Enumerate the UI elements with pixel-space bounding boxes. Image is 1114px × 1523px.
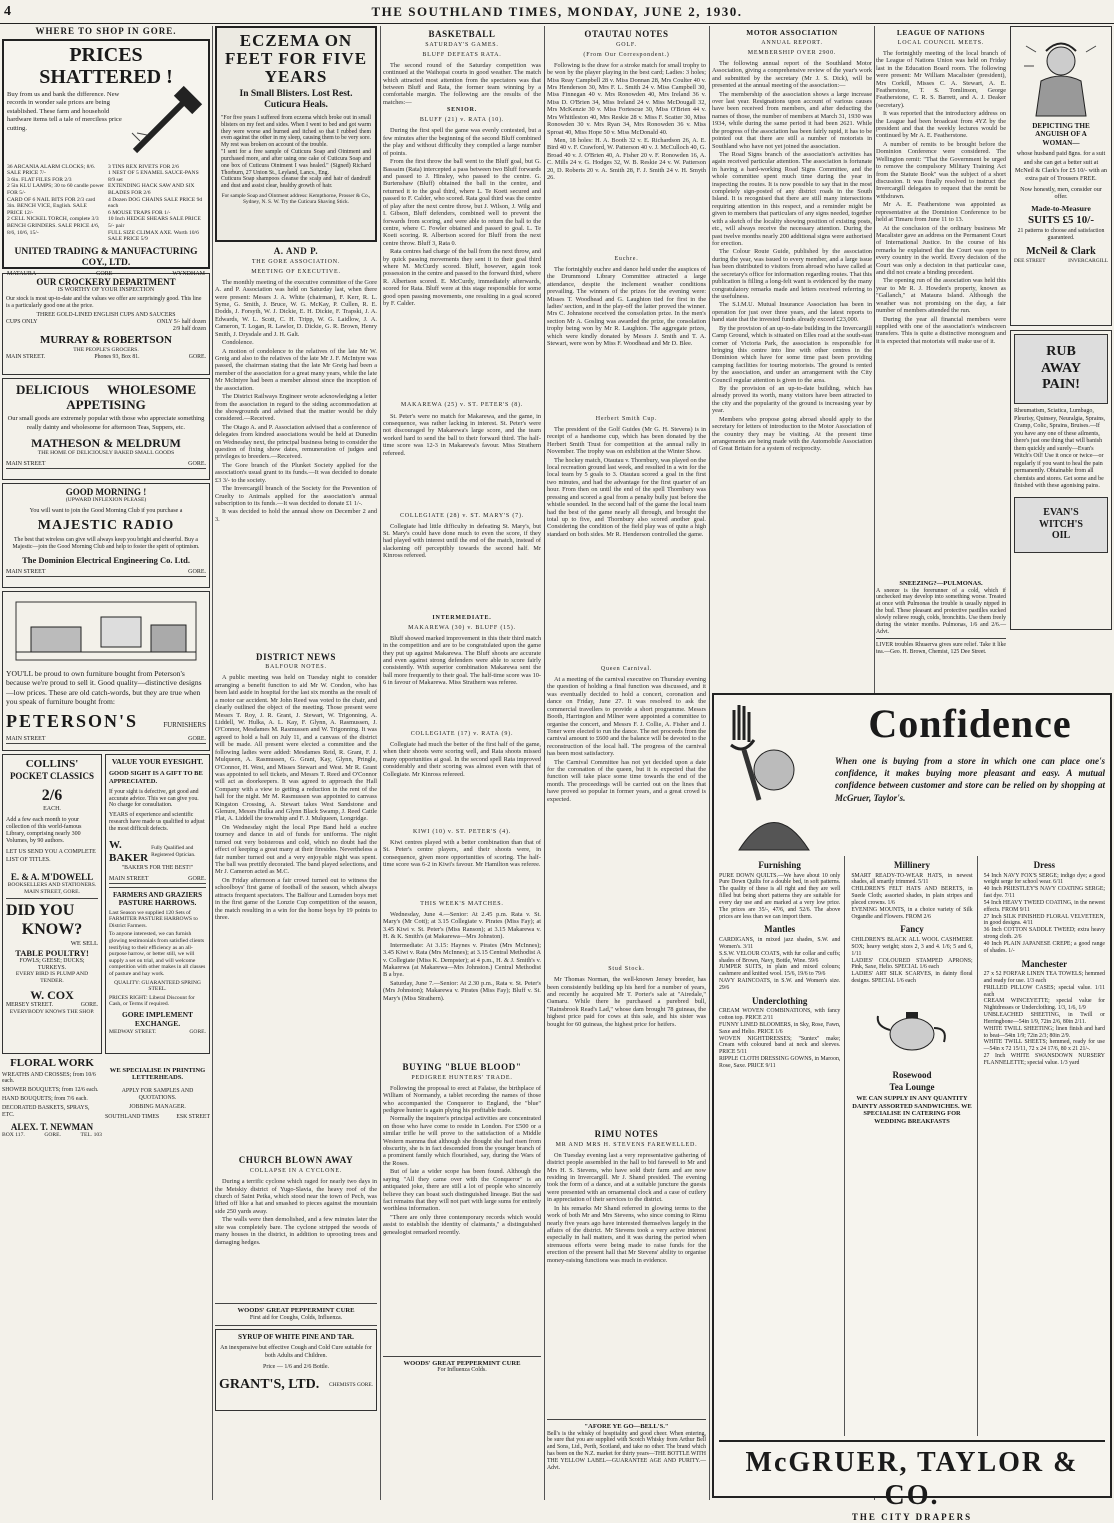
woods-heading: WOODS' GREAT PEPPERMINT CURE bbox=[403, 1359, 521, 1367]
mcneil-clark-ad bbox=[1010, 26, 1112, 326]
mcgruer-tag: THE CITY DRAPERS bbox=[851, 1512, 973, 1523]
district-sub: BALFOUR NOTES. bbox=[265, 664, 327, 671]
united-item: 2 5in KLU LAMPS; 30 to 60 candle power FOR 5/- bbox=[7, 183, 104, 196]
sneezing-body: A sneeze is the forerunner of a cold, which if unchecked may develop into something worse. Treated at once with Pulmonas the trouble is usually nipped in the bud. These pleasant and protective pastilles sucked slowly relieve rough, colds, bronchitis. Use them freely during the winter months. Pulmonas, 1/6 and 2/6.—Advt. bbox=[876, 587, 1006, 635]
suits-price: SUITS £5 10/- bbox=[1027, 213, 1095, 226]
anguish-heading: ANGUISH OF A bbox=[1035, 130, 1087, 139]
baker-body3: YEARS of experience and scientific research have made us qualified to adjust the most difficult defects. bbox=[109, 812, 205, 832]
kiwi-report: Kiwi centres played with a better combination than that of St. Peter's centre players, and their shoots were, in consequence, given more opportunities of scoring. The half-time score was 6-2 in Kiwi's favour. Mr Hamilton was referee. bbox=[383, 838, 541, 869]
carnival-heading: Queen Carnival. bbox=[600, 665, 653, 672]
witchs-word: WITCH'S bbox=[1039, 518, 1083, 530]
confidence-body: When one is buying from a store in which one can place one's confidence, it makes buying more pleasant and easy. A mutual confidence between customer and store can be relied on by shopping at McGruer, Taylor's. bbox=[835, 756, 1105, 803]
baker-name: W. BAKER bbox=[109, 838, 149, 864]
farmers-heading: FARMERS AND GRAZIERS bbox=[113, 890, 202, 899]
column-5 bbox=[712, 26, 872, 691]
column-rule bbox=[380, 26, 381, 1500]
baker-slogan: "BAKER'S FOR THE BEST!" bbox=[121, 864, 194, 871]
underclothing-heading: Underclothing bbox=[751, 995, 808, 1006]
manchester-heading: Manchester bbox=[1021, 958, 1068, 969]
implement-quality: QUALITY: GUARANTEED SPRING STEEL. bbox=[114, 979, 201, 993]
united-company: UNITED TRADING & MANUFACTURING COY., LTD. bbox=[14, 246, 198, 268]
score-heading: MAKAREWA (30) v. BLUFF (15). bbox=[408, 624, 516, 631]
living-room-illustration-icon bbox=[6, 595, 206, 667]
matheson-body: Our small goods are extremely popular with those who appreciate something really dainty and wholesome for afternoon Teas, Suppers, etc. bbox=[7, 415, 205, 431]
united-item: 6 MOUSE TRAPS FOR 1/- bbox=[108, 209, 171, 216]
furnishing-body: PURE DOWN QUILTS.—We have about 10 only Pure Down Quilts for a double bed, in soft patterns. The quality of these is all right and they are well filled but being short patterns they are suitable for every day use and are marked at a very low price. The prices are 35/-, 47/6, and 52/6. The above prices are less than we can import them. bbox=[719, 872, 841, 920]
mcneil-patterns: 21 patterns to choose and satisfaction guaranteed. bbox=[1017, 228, 1105, 242]
hammer-illustration-icon bbox=[125, 91, 205, 161]
appetising-word: APPETISING bbox=[66, 396, 146, 412]
evans-body: Rheumatism, Sciatica, Lumbago, Pleurisy, Quinsey, Neuralgia, Sprains, Cramp, Colic, Sprains, Bruises.—If you have any one of these ailments, there's just one thing that will banish them quickly and surely—Evan's Witch's Oil! Use it once or twice—or regularly if you want to heal the pain permanently. Obtainable from all chemists and stores. Get some and be finished with these agonising pains. bbox=[1014, 408, 1106, 489]
gore-banner: WHERE TO SHOP IN GORE. bbox=[35, 26, 177, 36]
murray-tag: THE PEOPLE'S GROCERS. bbox=[73, 347, 139, 354]
league-article: The fortnightly meeting of the local branch of the League of Nations Union was held on Friday last in the Education Board room. The following were present: Mr William Macalister (president), Mrs Corkill, Misses C. A. Stewart, A. E. Featherstone, T. S. Tomlinson, George Featherstone, C. R. S. Barrett, and A. J. Deaker (secretary). It was reported that the introductory address on the League had been broadcast from 4YZ by the president and that the weekly lectures would be continued by Mr A. E. Featherstone. A number of remits to be brought before the Dominion Conference were considered. The Wellington remit: "That the Government be urged to remove the compulsory Military Training Act from the Statute Book" was the subject of a short discussion. It was finally resolved to instruct the Invercargill delegates to request that the remit be withdrawn. Mr A. E. Featherstone was appointed as representative at the Dominion Conference to be held at Timaru from June 11 to 13. At the conclusion of the ordinary business Mr Macalister gave an address on the Permanent Court of International Justice. In the course of his remarks he explained that the Court was open to every country in the world. Every decision of the Court was only a decision in that particular case, and did not create a binding precedent. The opening run of the association was held this year to Mr R. J. Howden's property, known as "Gallanch," at Mataura Island. Although the weather was not promising on the day, a fair number of members attended the run. During the year all financial members were supplied with one of the association's windscreen transfers. This is quite a distinctive monogram and it is expected that motorists will make use of it. bbox=[876, 49, 1006, 345]
column-2 bbox=[215, 26, 377, 1500]
united-intro: Buy from us and bank the difference. New records in wonder sale prices are being established. These farm and household hardware items tell a tale of merciless price cutting. bbox=[7, 90, 122, 132]
blueblood-heading: BUYING "BLUE BLOOD" bbox=[402, 1062, 522, 1072]
united-item: EXTENDING HACK SAW AND SIX BLADES FOR 2/6 bbox=[108, 183, 195, 196]
implement-body: Last Season we supplied 120 Sets of FARMITER PASTURE HARROWS to District Farmers. bbox=[109, 909, 198, 929]
collegiate-rata-report: Collegiate had much the better of the first half of the game, when their shoots were scoring well, and Rata shoots missed many opportunities at goal. In the second spell Rata improved considerably and their scoring was almost even with that of Collegiate. Mr Kinross refereed. bbox=[383, 740, 541, 778]
cox-tail: EVERY BIRD IS PLUMP AND TENDER. bbox=[15, 971, 89, 985]
cyclone-heading: CHURCH BLOWN AWAY bbox=[238, 1155, 354, 1166]
murray-name: MURRAY & ROBERTSON bbox=[39, 334, 173, 347]
newman-tel: TEL. 103 bbox=[80, 1132, 102, 1139]
woman-heading: WOMAN— bbox=[1042, 138, 1080, 147]
crockery-sub: IS WORTHY OF YOUR INSPECTION bbox=[57, 287, 155, 294]
mcneil-body: whose husband paid 8gns. for a suit and she can get a better suit at McNeil & Clark's for £5 10/- with an extra pair of Trousers FREE. bbox=[1014, 150, 1108, 182]
baker-town: GORE. bbox=[188, 875, 206, 882]
newspaper-title: THE SOUTHLAND TIMES, MONDAY, JUNE 2, 1930. bbox=[371, 3, 743, 19]
printing-name: SOUTHLAND TIMES bbox=[105, 1113, 160, 1120]
mcneil-line: Now honestly, men, consider our offer. bbox=[1020, 185, 1102, 201]
tea-lounge-heading: Tea Lounge bbox=[889, 1082, 935, 1093]
senior-heading: SENIOR. bbox=[446, 107, 478, 114]
syrup-price: Price — 1/6 and 2/6 Bottle. bbox=[263, 1363, 329, 1370]
score-heading: BLUFF (21) v. RATA (10). bbox=[419, 117, 505, 124]
made-to-measure: Made-to-Measure bbox=[1031, 204, 1091, 214]
stud-report: Mr Thomas Norman, the well-known Jersey breeder, has been consistently building up his herd for a number of years, and recently he acquired Mr T. Porter's sale at "Airedale," Oamaru. While there he purchased a purebred bull, "Rainsbrook Read's Lad," whose dam brought 78 guineas, the highest price paid for cows at this sale, and his sister was bought for 60 guineas, the highest price for heifers. bbox=[547, 976, 706, 1028]
masthead bbox=[0, 0, 1114, 24]
makarewa-bluff-report: Bluff showed marked improvement in this their third match in the competition and are to be congratulated upon the game they put up against Makarewa. The Bluff shoots are accurate and even against strong defenders were able to score fairly consistently. With superior combination Makarewa sent the ball more frequently to their goal. The half-time score was 10-6 in favour of Makarewa. Miss Strathern was referee. bbox=[383, 634, 541, 687]
united-item: 10 Inch HEDGE SHEARS SALE PRICE 5/- pair bbox=[108, 216, 201, 229]
baker-address: MAIN STREET bbox=[109, 875, 149, 882]
delicious-word: DELICIOUS bbox=[16, 381, 89, 397]
ap-sub2: MEETING OF EXECUTIVE. bbox=[251, 268, 341, 275]
cuticura-headline: ECZEMA ON FEET FOR FIVE YEARS bbox=[224, 31, 368, 86]
petersons-body: YOU'LL be proud to own furniture bought from Peterson's because we're proud to sell it. Good quality—distinctive designs —low prices. These are old catch-words, but they are true when you speak of furniture bought from: bbox=[6, 668, 202, 707]
murray-phone: Phones 93, Box 81. bbox=[94, 354, 140, 360]
petersons-tag: FURNISHERS bbox=[163, 720, 206, 729]
league-column bbox=[876, 26, 1006, 691]
prices-shattered-headline: PRICES SHATTERED ! bbox=[39, 43, 173, 88]
cuticura-body: "For five years I suffered from eczema which broke out in small blisters on my feet and sides. When I went to bed and got warm they were worse and burned and itched so that I rubbed them even against the other in my sleep, causing them to be very sore. My rest was broken on account of the trouble. "I sent for a free sample of Cuticura Soap and Ointment and purchased more, and after using one cake of Cuticura Soap and one box of Cuticura Ointment I was healed." (Signed) Richard Thorburn, 27 Union St., Leyland, Lancs., Eng. Cuticura Soap shampoos cleanse the scalp and hair of dandruff and dust and assist clear, healthy growth of hair. bbox=[221, 115, 371, 190]
petersons-ad bbox=[2, 591, 210, 751]
motor-article: The following annual report of the Southland Motor Association, giving a comprehensive review of the year's work and submitted by the secretary (Mr J. S. Dick), will be presented at the annual meeting of the association:— The membership of the association shows a large increase over last year. Resignations upon account of various causes have been received from members, and after deducting the names of those, the number of members at March 31, 1930 was 1934, while during the same period it had been 2621. While the progress of the association has been fairly rapid, it has to be pointed out that there are still a number of motorists in Southland who have not yet joined the association. The Road Signs branch of the association's activities has again received particular attention. The association is fortunate in having a hard-working Road Signs Committee, and the whole committee spent much time during the year in inspecting the routes. It is now possible to say that in the most completely sign-posted of any district roads in the South Island. It is recognised that there are still many intersections requiring attention in this respect, and a reminder might be given to members that particulars of any signs needed, together with a sketch of the locality showing position of existing posts, etc., will always receive the necessary attention. During the past twelve months nearly 200 additional signs were authorised for erection. The Colour Route Guide, published by the association during the year, was issued to every member, and a large issue has been distributed to visitors from abroad who have called at the secretary's office for information regarding routes. That this publication is filling a long-felt want is evidenced by the many congratulatory remarks made and letters received referring to the usefulness. The S.I.M.U. Mutual Insurance Association has been in operation for just over three years, and the latest reports to hand state that the invested funds already exceed £23,000. By the provision of an up-to-date building in the Invercargill Camp Ground, which is situated on Elles road at the south-east corner of Victoria Park, the association is responsible for bringing this centre into line with other centres in the Dominion which have for some time past been providing camping facilities for touring motorists. The ground is rented by the association, and under an arrangement with the City Council regular attention is given to the area. By the provision of an up-to-date building, which has already proved its worth, many visitors have been attracted to the city and the popularity of the ground is increasing year by year. Members who propose going abroad should apply to the secretary for letters of introduction to the Motor Association of the country they may be visiting. At the present time arrangements are being made with the Automobile Association of Great Britain for a system of reciprocity. bbox=[712, 59, 873, 453]
mcneil-name: McNeil & Clark bbox=[1026, 246, 1096, 258]
confidence-headline: Confidence bbox=[868, 701, 1072, 746]
underclothing-body: CREAM WOVEN COMBINATIONS, with fancy cotton top. PRICE 2/11 FUNNY LINED BLOOMERS, in Sky, Rose, Fawn, Saxe and Helio. PRICE 1/6 WOVEN NIGHTDRESSES; "Suntex" make; Cream with coloured band at neck and sleeves. PRICE 5/11 RIPPLE CLOTH DRESSING GOWNS, in Maroon, Rose, Saxe. PRICE 9/11 bbox=[719, 1008, 841, 1069]
united-item: 2 CELL NICKEL TORCH, complete 3/3 bbox=[7, 216, 99, 223]
baker-tag: Fully Qualified and Registered Optician. bbox=[151, 845, 196, 858]
rimu-article: On Tuesday evening last a very representative gathering of district people assembled in the hall to bid farewell to Mr and Mrs H. S. Stevens, who have sold their farm and are now residing in Invercargill. Mr J. Shand presided. The evening took the form of a dance, and at a suitable juncture the guests were presented with an ornamental clock and a case of cutlery in appreciation of their services to the district. In his remarks Mr Shand referred in glowing terms to the work of both Mr and Mrs Stevens, who since coming to Rimu nearly five years ago have interested themselves largely in the affairs of the district. Mr Stevens took a very active interest especially in hall matters, and it was during the period when strenuous efforts were being made to raise funds for the erection of the present hall that Mr Stevens' ability to organise money-raising functions was much in evidence. bbox=[547, 1151, 706, 1264]
crockery-heading: OUR CROCKERY DEPARTMENT bbox=[36, 276, 176, 287]
otautau-sub2: (From Our Correspondent.) bbox=[583, 51, 670, 58]
millinery-heading: Millinery bbox=[893, 860, 930, 870]
man-hand-raised-illustration-icon bbox=[719, 700, 829, 850]
implement-ad bbox=[109, 891, 206, 1036]
league-sub: LOCAL COUNCIL MEETS. bbox=[897, 39, 985, 46]
syrup-body: An inexpensive but effective Cough and Cold Cure suitable for both Adults and Children. bbox=[220, 1345, 372, 1359]
column-rule bbox=[212, 26, 213, 1500]
balfour-article: A public meeting was held on Tuesday night to consider arranging a benefit function to aid Mr W. Condon, who has been laid aside in hospital for the last six months as the result of a motor car accident. Mr John Reed was voted to the chair, and clearly outlined the object of the meeting. Those present were Messrs T. Roy, J. R. Grant, J. Stewart, W. Trigonning, A. Liddell, W. Hulka, A. L. Kay, F. Glynn, A. Rasmussen, J. O'Connor, Mesdames M. Rasmussen and W. Trigonning. It was agreed to hold a ball on July 11, and a canvass of the district will be made. All present were elected a committee and the following ladies were added: Mesdames Reid, R. Grant, F. J. Mulqueen, A. Rasmussen, G. Grant, Kay, Glynn, Pringle, O'Connor, H. West, and Misses Stewart and West. Mr R. Grant was appointed to sell tickets, and Messrs T. Reed and O'Connor will act as doorkeepers. It was agreed to approach the Hall Company with a view to getting a reduction in the rent of the hall for the night. Mr M. Rasmussen was appointed to canvass Kingston Crossing, A. Stewart takes West Sandstone and Glenure, Messrs Hulka and Glynn Black Swamp, J. Reed Cattle Flat, A. Liddell the township and F. J. Mulqueen, Longridge. On Wednesday night the local Pipe Band held a euchre tourney and dance in aid of funds for uniforms. The night turned out very boisterous and cold, which no doubt had the effect of keeping a great many at their firesides. Nevertheless a fair number turned out and a very enjoyable night was spent. The ball was prettily decorated. The band played selections, and Mr J. Cameron acted as M.C. On Friday afternoon a fair crowd turned out to witness the schoolboys' first game of football of the season, which always attracts frequent spectators. The Balfour and Lumsden boys met in the first game of the Lonzie Cup competition of the season, the match resulting in a win for the home boys by 19 points to three. bbox=[215, 674, 377, 921]
united-trading-ad bbox=[2, 39, 210, 278]
dress-body: 54 Inch NAVY FOX'S SERGE; indigo dye; a good weight serge for school wear. 6/11 40 Inch PRIESTLEY'S NAVY COATING SERGE; fast dye. 7/11 54 Inch HEAVY TWEED COATING, in the newest effects. FROM 9/11 27 Inch SILK FINISHED FLORAL VELVETEEN, in good designs. 4/11 36 Inch COTTON SADDLE TWEED; extra heavy strong cloth. 2/6 40 Inch PLAIN JAPANESE CREPE; a good range of shades. 1/- bbox=[983, 872, 1105, 954]
witchs-oil-banner bbox=[1014, 497, 1108, 553]
murray-robertson-ad bbox=[2, 273, 210, 375]
collins-body: Add a few each month to your collection of this world-famous Library, comprising nearly 300 Volumes, by 90 authors. bbox=[6, 817, 82, 845]
united-item: 4 Dozen DOG CHAINS SALE PRICE 9d each bbox=[108, 196, 203, 210]
rub-word: RUB bbox=[1046, 344, 1076, 360]
baker-body1: GOOD SIGHT IS A GIFT TO BE APPRECIATED. bbox=[109, 770, 203, 786]
week-heading: THIS WEEK'S MATCHES. bbox=[420, 900, 504, 907]
floral-item: DECORATED BASKETS, SPRAYS, ETC. bbox=[2, 1104, 90, 1118]
basketball-sub2: BLUFF DEFEATS RATA. bbox=[422, 51, 502, 58]
dress-heading: Dress bbox=[1033, 860, 1055, 870]
bells-heading: "AFORE YE GO—BELL'S." bbox=[584, 1422, 669, 1430]
rimu-sub: MR AND MRS H. STEVENS FAREWELLED. bbox=[555, 1141, 698, 1148]
evans-witchs-oil-ad bbox=[1010, 330, 1112, 630]
gore-column bbox=[2, 26, 210, 1500]
cox-items: FOWLS; GEESE; DUCKS; TURKEYS. bbox=[19, 957, 85, 971]
otautau-heading: OTAUTAU NOTES bbox=[584, 29, 669, 39]
golf-report: Following is the draw for a stroke match for small trophy to be won by the player playing in the best card; Ladies: 3 holes; Miss Reay Campbell 28 v. Miss Donnan 28, Mrs Coulter 40 v. Mrs Henderson 30, Mrs F. L. Smith 24 v. Miss Campbell 30, Miss Finnegan 40 v. Mrs Ronowden 40, Mrs Ireland 36 v. Miss D. O'Brien 34, Miss Ireland 24 v. Miss McDougall 32, Mrs McKenzie 30 v. Miss Fortescue 30, Miss O'Brien 44 v. Mrs Whittleston 40, Mrs Reskie 28 v. Miss F. Scatter 30, Miss Ronowden 30 v. Mrs Ryan 34, Mrs Ronowden 36 v. Miss Sproat 40, Miss Hope 50 v. Miss McDonald 40. Men, 18 holes: H. A. Booth 32 v. E. Richardson 26, A. E. Bird 40 v. F. Crawford, W. Patterson 40 v. J. McCulloch 40, G. Broad 40 v. J. O'Brien 40, A. Fisher 20 v. F. Ronowden 16, A. C. Mills 24 v. G. Hodges 32, W. B. Reskie 24 v. W. Patterson 20, D. Roberts 20 v. A. Smith 28, F. J. Smith 24 v. H. Smyth 26. bbox=[547, 61, 706, 182]
bluff-rata-report: During the first spell the game was evenly contested, but a few minutes after the beginning of the second Bluff combined the play and without difficulty they compiled a large number of points. From the first throw the ball went to the Bluff goal, but G. Bassaim (Rata) intercepted a pass between two Bluff forwards and passed to J. Hinsley, who passed to the centre. G. Burtenshaw (Bluff) obtained the ball in the centre, and returned it to the goal third, where L. Te Koeti secured and passed to F. Calder, who scored. Rata goal third was the centre of play after the next centre throw, but J. Wilson, J. Wilg and I. Gibson, Bluff defenders, combined well to prevent the forwards from scoring, and were able to return the ball to the centre, where C. Fowler obtained and passed to goal. L. Te Koeti scoring. R. Albertson scored for Bluff from the next centre throw. Bluff 3, Rata 0. Rata centres had charge of the ball from the next throw, and by quick passing movements they sent it to their goal third where M. McCurdy scored. Bluff, however, again took possession in the centre and passed to the forward third, where R. Albertson scored. E. McCurdy, immediately afterwards, scored for Rata. Bluff were at this stage responsible for some good open passing movements, one resulting in a goal scored by F. Calder. bbox=[383, 127, 541, 308]
mcneil-address: DEE STREET bbox=[1014, 257, 1046, 264]
teapot-illustration-icon bbox=[851, 986, 972, 1066]
mantles-body: CARDIGANS, in mixed jazz shades, S.W. and Women's. 3/11 S.S.W. VELOUR COATS, with fur collar and cuffs; shades of Brown, Navy, Bottle, Wine. 59/6 JUMPER SUITS, in plain and mixed colours; cashmere and knitted wool. 15/6, 19/6 to 79/6 NAVY RAINCOATS, in S.W. and Women's size. 29/6 bbox=[719, 937, 841, 991]
united-item: 3in. BENCH VICE, English. SALE PRICE 12/- bbox=[7, 203, 87, 216]
pain-word: PAIN! bbox=[1042, 377, 1080, 393]
good-morning-heading: GOOD MORNING ! bbox=[65, 486, 147, 497]
printing-ad bbox=[105, 1057, 210, 1169]
carnival-report: At a meeting of the carnival executive on Thursday evening the question of holding a final function was discussed, and it was eventually decided to hold a concert, coronation and dance on Friday, June 27. It was resolved to ask the commercial travellers to provide a short programme. Messrs Booth, Harrington and Milner were appointed a committee to organise the concert, and Messrs F. J. Collie, A. Fisher and J. Toner were elected to run the dance. The net proceeds from the carnival amount to £600 and the balance will be devoted to the reconstruction of the local hall. The progress of the carnival has been most satisfactory. The Carnival Committee has not yet decided upon a date for the coronation of the queen, but it is expected that the function will take place some time towards the end of the month. The proceedings will be carried out on the lines that have proved so popular in former years, and a great crowd is expected. bbox=[547, 676, 706, 803]
score-heading: MAKAREWA (25) v. ST. PETER'S (8). bbox=[400, 402, 524, 409]
floral-heading: FLORAL WORK bbox=[10, 1056, 94, 1069]
united-item: 3 6in. FLAT FILES FOR 2/3 bbox=[7, 176, 72, 183]
away-word: AWAY bbox=[1041, 360, 1081, 376]
woods-body: First aid for Coughs, Colds, Influenza. bbox=[249, 1314, 343, 1321]
cyclone-article: During a terrific cyclone which raged for nearly two days in the Meiskiy district of Yugo-Slavia, the heavy roof of the church of Saint Petka, which stood near the town of Pech, was lifted off like a hat and smashed to pieces against the mountain side 250 yards away. The walls were then demolished, and a few minutes later the site was completely bare. The cyclone stripped the woods of many houses in the district, in addition to uprooting trees and damaging hedges. bbox=[215, 1178, 377, 1246]
motor-sub2: MEMBERSHIP OVER 2900. bbox=[747, 49, 837, 56]
table-poultry: TABLE POULTRY! bbox=[15, 947, 89, 958]
oil-word: OIL bbox=[1051, 530, 1071, 542]
score-heading: COLLEGIATE (17) v. RATA (9). bbox=[410, 730, 514, 737]
intermediate-heading: INTERMEDIATE. bbox=[432, 614, 492, 621]
mcgruer-taylor-ad bbox=[712, 693, 1112, 1523]
petersons-town: GORE. bbox=[188, 735, 206, 742]
stud-heading: Stud Stock. bbox=[608, 966, 645, 972]
column-rule bbox=[709, 26, 710, 1500]
matheson-address: MAIN STREET bbox=[6, 460, 46, 467]
cox-slogan: EVERYBODY KNOWS THE SHOP. bbox=[9, 1008, 95, 1015]
basketball-article: The second round of the Saturday competition was continued at the Waihopai courts in good weather. The match which attracted most attention from the spectators was that between Bluff and Rata, the former team winning by a comfortable margin. The following are the results of the matches:— bbox=[383, 61, 541, 106]
printing-heading: WE SPECIALISE IN PRINTING LETTERHEADS. bbox=[109, 1066, 206, 1082]
euchre-heading: Euchre. bbox=[614, 255, 639, 262]
printing-address: ESK STREET bbox=[176, 1113, 210, 1120]
baker-body2: If your sight is defective, get good and accurate advice. This we can give you. No charge for consultation. bbox=[109, 788, 199, 809]
good-morning-sub: (UPWARD INFLEXION PLEASE) bbox=[65, 497, 147, 504]
rosewood-heading: Rosewood bbox=[892, 1069, 932, 1080]
fancy-body: CHILDREN'S BLACK ALL WOOL CASHMERE SOX; heavy weight; sizes 2, 3 and 4. 1/6; 5 and 6, 1/11 LADIES' COLOURED STAMPED APRONS; Pink, Saxe, Helio. SPECIAL 1/6 each LADIES' ART SILK SCARVES, in dainty floral designs. SPECIAL 1/6 each bbox=[851, 937, 973, 984]
murray-address: MAIN STREET. bbox=[6, 354, 46, 360]
collins-line: LET US SEND YOU A COMPLETE LIST OF TITLES. bbox=[6, 849, 96, 863]
rimu-heading: RIMU NOTES bbox=[594, 1129, 659, 1140]
majestic-address: MAIN STREET bbox=[6, 569, 46, 576]
eyesight-heading: VALUE YOUR EYESIGHT. bbox=[111, 756, 204, 766]
column-6 bbox=[876, 26, 1112, 691]
branch: WYNDHAM bbox=[172, 271, 205, 278]
implement-town: GORE. bbox=[189, 1028, 206, 1035]
blueblood-sub: PEDIGREE HUNTERS' TRADE. bbox=[411, 1074, 513, 1081]
makarewa-report: St. Peter's were no match for Makarewa, and the game, in consequence, was rather lacking in interest. St. Peter's were not discouraged by Makarewa's large score, and the team worked hard to send the ball to their forward third. The half-time score was 12-3 in Makarewa's favour. Miss Strathern refereed. bbox=[383, 412, 541, 457]
did-you-heading: DID YOU bbox=[6, 902, 75, 920]
baker-ad bbox=[105, 754, 210, 1054]
anguished-woman-illustration-icon bbox=[1014, 30, 1108, 122]
crockery-price: ONLY 5/- half dozen bbox=[157, 318, 206, 325]
mcgruer-col-2 bbox=[851, 856, 977, 1436]
millinery-body: SMART READY-TO-WEAR HATS, in newest shades, all smartly trimmed. 5/11 CHILDREN'S FELT HATS AND BERETS, in Suede Cloth; assorted shades, in plain stripes and pleced crowns. 1/6 EVENING MOUNTS, in a choice variety of Silk Organdie and Flowers. FROM 2/6 bbox=[851, 872, 973, 920]
rub-away-banner bbox=[1014, 334, 1108, 404]
cyclone-sub: COLLAPSE IN A CYCLONE. bbox=[249, 1168, 343, 1175]
column-3 bbox=[383, 26, 541, 1500]
collins-price: 2/6 bbox=[41, 787, 63, 805]
printing-apply: APPLY FOR SAMPLES AND QUOTATIONS. bbox=[121, 1088, 194, 1101]
united-items-right bbox=[108, 164, 205, 243]
furnishing-heading: Furnishing bbox=[758, 860, 801, 870]
ap-heading: A. AND P. bbox=[273, 246, 319, 256]
cox-ad bbox=[6, 902, 98, 1015]
mcneil-town: INVERCARGILL bbox=[1068, 257, 1108, 264]
woods-heading: WOODS' GREAT PEPPERMINT CURE bbox=[237, 1307, 355, 1315]
collegiate-report: Collegiate had little difficulty in defeating St. Mary's, but St. Mary's could have done much to even the score, if they had played with interest until the end of the match, instead of slackening off perceptibly towards the second half. Mr Kinross refereed. bbox=[383, 522, 541, 560]
united-item: BENCH GRINDERS. SALE PRICE 4/6, 8/6, 10/6, 15/- bbox=[7, 222, 100, 236]
united-item: 3 TINS REX RIVETS FOR 2/6 bbox=[108, 163, 179, 170]
cox-town: GORE. bbox=[80, 1001, 98, 1008]
matheson-town: GORE. bbox=[188, 460, 206, 467]
fancy-heading: Fancy bbox=[900, 924, 924, 935]
euchre-report: The fortnightly euchre and dance held under the auspices of the Drummond Library Committee attracted a large attendance, despite the inclement weather conditions prevailing. The winners of the prizes for the evening were: Misses T. Woodhead and G. Laughton tied for first in the ladies' section, and in the play-off the latter proved the winner. Mrs C. Johnstone received the consolation prize. In the men's section Mr A. Gosling was awarded the prize, the consolation trophy being won by Mr R. Laughton. The aggregate prizes, which were kindly donated by Messrs J. Smith and T. A. Stewart, were won by Miss F. Woodhead and Mr D. Blee. bbox=[547, 265, 706, 348]
united-item: 36 ARCANIA ALARM CLOCKS; 8/6. SALE PRICE 7/- bbox=[7, 163, 96, 177]
majestic-line: You will want to join the Good Morning Club if you purchase a bbox=[29, 507, 183, 514]
cuticura-sub: In Small Blisters. Lost Rest. Cuticura Heals. bbox=[239, 89, 353, 110]
column-rule bbox=[544, 26, 545, 1500]
woods-body: For Influenza Colds. bbox=[437, 1367, 487, 1374]
matheson-meldrum-ad bbox=[2, 378, 210, 480]
newman-box: BOX 117. bbox=[2, 1132, 25, 1139]
cox-name: W. COX bbox=[30, 987, 74, 1002]
printing-jobbing: JOBBING MANAGER. bbox=[129, 1103, 186, 1110]
united-item: 1 NEST OF 5 ENAMEL SAUCE-PANS 8/9 set bbox=[108, 170, 199, 183]
crockery-body: Our stock is most up-to-date and the values we offer are surprisingly good. This line is a particularly good one at the price. bbox=[6, 296, 202, 310]
mcgruer-col-1 bbox=[719, 856, 845, 1436]
crockery-line: THREE GOLD-LINED ENGLISH CUPS AND SAUCERS bbox=[36, 311, 176, 318]
otautau-sub: GOLF. bbox=[616, 41, 637, 48]
mdowell-address: MAIN STREET, GORE. bbox=[24, 888, 80, 895]
we-sell: WE SELL bbox=[70, 940, 98, 948]
blueblood-article: Following the proposal to erect at Falaise, the birthplace of William of Normandy, a tablet recording the names of those who accompanied the Conqueror to England, the "blue" pedigree hunter is again plying his profitable trade. Normally the inquirer's principal activities are concentrated on those who have come to reside in London. For £500 or a similar trifle he will prove to the satisfaction of a Middle Western mamma that although she thought she had risen from obscurity, she is in fact descended from the younger branch of a prominent family which flourished, say, during the Wars of the Roses. But of late a wider scope has been found. Although the saying "All they came over with the Conqueror" is an antiquated joke, there are still a lot of people who sincerely believe they can boast such distinguished lineage. But the sad fact remains that they will not part with large sums for entirely worthless information. "There are only three contemporary records which would assist to establish the identity of claimants," a distinguished genealogist remarked recently. bbox=[383, 1084, 541, 1236]
implement-prices: PRICES RIGHT: Liberal Discount for Cash, or Terms if required. bbox=[109, 994, 195, 1008]
implement-body2: To anyone interested, we can furnish glowing testimonials from satisfied clients testifying to their efficiency as an all-purpose harrow, or better still, we will supply a set on trial, and will welcome competition with other makes in all classes of pasture and hay work. bbox=[109, 931, 206, 978]
cuticura-ad bbox=[215, 26, 377, 242]
bells-body: Bell's is the whisky of hospitality and good cheer. When entering, be sure that you are supplied with Scotch Whisky from Arthur Bell and Sons, Ltd., Perth, Scotland, and take no other. The brand which has been on the N.Z. market for thirty years—THE BOTTLE WITH THE YELLOW LABEL—GUARANTEE AGE AND PURITY.—Advt. bbox=[547, 1430, 706, 1471]
floral-item: HAND BOUQUETS; from 7/6 each. bbox=[2, 1096, 88, 1103]
crockery-price: 2/9 half dozen bbox=[172, 325, 206, 332]
mantles-heading: Mantles bbox=[764, 924, 796, 935]
herbert-heading: Herbert Smith Cup. bbox=[595, 415, 658, 422]
herbert-report: The president of the Golf Guides (Mr G. H. Stevens) is in receipt of a handsome cup, which has been donated by the Herbert Smith Trust for competition at the annual rally in November. The trophy was on exhibition at the Winter Show. The hockey match, Otautau v. Thornbury, was played on the local recreation ground last week, and resulted in a win for the local team by 5 goals to 3. Otautau scored a goal in the first two minutes, and had the advantage for the first quarter of an hour. From then on until the end of the spell Thornbury was pressing and scored a goal from a penalty bully just before the whistle sounded. In the second half of the game the local team had the best of the game nearly all through, and brought the total up to five, and Thornbury also scored another goal. Considering the condition of the field play was of quite a high standard on both sides. Mr R. Henderson controlled the game. bbox=[547, 425, 706, 538]
matheson-name: MATHESON & MELDRUM bbox=[31, 435, 181, 450]
matheson-tag: THE HOME OF DELICIOUSLY BAKED SMALL GOODS bbox=[37, 450, 175, 457]
cuticura-footer: For sample Soap and Ointment address: Kempthorne, Prosser & Co., Sydney, N. S. W. Try the Cuticura Shaving Stick. bbox=[221, 193, 371, 206]
united-item: CARD OF 6 NAIL BITS FOR 2/3 card bbox=[7, 196, 96, 203]
score-heading: KIWI (10) v. ST. PETER'S (4). bbox=[412, 828, 512, 835]
basketball-sub: SATURDAY'S GAMES. bbox=[425, 41, 499, 48]
majestic-name: MAJESTIC RADIO bbox=[37, 517, 175, 533]
floral-item: WREATHS AND CROSSES; from 10/6 each. bbox=[2, 1071, 96, 1085]
league-heading: LEAGUE OF NATIONS bbox=[896, 28, 986, 37]
collins-ad bbox=[2, 754, 102, 1054]
collins-each: EACH. bbox=[43, 806, 61, 813]
collins-heading: COLLINS' bbox=[25, 757, 79, 770]
grants-ad bbox=[215, 1329, 377, 1411]
mcgruer-name: McGRUER, TAYLOR & CO. bbox=[745, 1447, 1079, 1512]
implement-name: GORE IMPLEMENT EXCHANGE. bbox=[121, 1009, 194, 1028]
mdowell-name: E. & A. M'DOWELL bbox=[10, 871, 94, 882]
evans-word: EVAN'S bbox=[1043, 506, 1079, 518]
district-heading: DISTRICT NEWS bbox=[256, 651, 336, 662]
ads-strip bbox=[1010, 26, 1112, 691]
mdowell-tag: BOOKSELLERS AND STATIONERS. bbox=[7, 882, 97, 889]
know-heading: KNOW? bbox=[21, 921, 83, 939]
liver-body: LIVER troubles Rhuaerva gives sure relief. Take it like tea.—Geo. H. Brown, Chemist, 125 Dee Street. bbox=[876, 642, 1006, 656]
ap-article: The monthly meeting of the executive committee of the Gore A. and P. Association was held on Saturday last, when there were present: Messrs J. A. White (chairman), F. Kerr, R. L. Syme, G. Smith, J. Bruce, W. G. McKay, P. Cullen, R. E. Dodds, J. Forsyth, W. J. Dickie, E. H. Dickie, F. Trapski, J. A. Edwards, W. L. Scott, C. H. Tripp, W. G. Laidlow, J. A. Cameron, T. Logan, R. Lawlor, D. Dickie, G. R. Brown, Henry Smith, J. Drysdale and J. H. Galt. Condolence. A motion of condolence to the relatives of the late Mr W. Greig and also to the relatives of the late Mr J. F. McIntyre was passed, the chairman stating that the late Mr Greig had been a member of the association for a great many years, while the late Mr McIntyre had been a member almost since the inception of the association. The District Railways Engineer wrote acknowledging a letter from the association in regard to the siding accommodation at the showgrounds and advised that the matter would be duly considered.—Received. The Otago A. and P. Association advised that a conference of delegates from kindred associations would be held at Dunedin on Wednesday next, the principal business being to consider the question of fixing show dates, remuneration of judges and privileges to breeders.—Received. The Gore branch of the Plunket Society applied for the association's usual grant to its funds.—It was decided to donate £3 3/- to the society. The Invercargill branch of the Society for the Prevention of Cruelty to Animals applied for the association's annual subscription to its funds.—It was decided to donate £1 1/-. It was decided to hold the annual show on December 2 and 3. bbox=[215, 278, 377, 523]
column-4 bbox=[547, 26, 706, 1500]
floral-item: SHOWER BOUQUETS; from 12/6 each. bbox=[2, 1087, 99, 1094]
basketball-heading: BASKETBALL bbox=[428, 29, 496, 39]
petersons-address: MAIN STREET bbox=[6, 735, 46, 742]
newman-name: ALEX. T. NEWMAN bbox=[10, 1121, 94, 1132]
wholesome-word: WHOLESOME bbox=[107, 381, 196, 397]
majestic-radio-ad bbox=[2, 483, 210, 588]
ap-sub: THE GORE ASSOCIATION. bbox=[251, 258, 341, 265]
petersons-name: PETERSON'S bbox=[6, 710, 139, 731]
crockery-cups: CUPS ONLY bbox=[6, 318, 38, 325]
harrows-heading: PASTURE HARROWS. bbox=[118, 897, 197, 907]
depicting-heading: DEPICTING THE bbox=[1032, 122, 1090, 130]
syrup-heading: SYRUP OF WHITE PINE AND TAR. bbox=[238, 1332, 354, 1341]
page-number: 4 bbox=[4, 4, 11, 19]
branch: MATAURA bbox=[7, 271, 37, 278]
cox-address: MERSEY STREET. bbox=[6, 1001, 54, 1008]
sneezing-heading: SNEEZING?—PULMONAS. bbox=[899, 579, 983, 587]
dominion-company: The Dominion Electrical Engineering Co. Ltd. bbox=[22, 555, 190, 566]
murray-town: GORE. bbox=[188, 354, 206, 360]
implement-address: MEDWAY STREET. bbox=[109, 1028, 157, 1035]
grants-name: GRANT'S, LTD. bbox=[219, 1376, 320, 1392]
majestic-town: GORE. bbox=[188, 569, 206, 576]
branch: GORE bbox=[96, 271, 113, 278]
newman-town: GORE. bbox=[44, 1132, 61, 1139]
rosewood-body: WE CAN SUPPLY IN ANY QUANTITY DAINTY ASSORTED SANDWICHES. WE SPECIALISE IN CATERING FOR WEDDING BREAKFASTS bbox=[852, 1095, 972, 1125]
mcgruer-col-3 bbox=[984, 856, 1105, 1436]
united-item: FULL SIZE CLIMAX AXE. Worth 10/6 SALE PRICE 5/9 bbox=[108, 229, 199, 243]
collins-heading-2: POCKET CLASSICS bbox=[9, 770, 95, 781]
score-heading: COLLEGIATE (28) v. ST. MARY'S (7). bbox=[399, 512, 525, 519]
majestic-body: The best that wireless can give will always keep you bright and cheerful. Buy a Majestic—join the Good Morning Club and help to foster the spirit of optimism. bbox=[12, 537, 200, 551]
motor-heading: MOTOR ASSOCIATION bbox=[746, 28, 838, 37]
grants-tag: CHEMISTS GORE. bbox=[328, 1381, 373, 1388]
manchester-body: 27 x 52 FORFAR LINEN TEA TOWELS; hemmed and ready for use. 1/3 each FRILLED PILLOW CASES; special value. 1/11 each CREAM WINCEYETTE; special value for Nightdresses or Underclothing. 1/3, 1/6, 1/9 UNBLEACHED SHEETING, in Twill or Herringbone—54in 1/9, 72in 2/6, 80in 2/11. WHITE TWILL SHEETING; linen finish and hard to beat—54in 1/9; 72in 2/3; 80in 2/9. WHITE TWILL SHEETS; hemmed, ready for use—54in x 72 15/11, 72 x 24 17/6, 80 x 21 21/-. 27 Inch WHITE SWANSDOWN NURSERY FLANNELETTE; special value. 1/3 yard bbox=[983, 971, 1105, 1066]
motor-sub: ANNUAL REPORT. bbox=[761, 39, 823, 46]
week-matches: Wednesday, June 4.—Senior: At 2.45 p.m. Rata v. St. Mary's (Mr Cott); at 3.15 Collegiate v. Pirates (Miss Fay); at 3.45 Kiwi v. St. Peter's (Miss Ranson); at 3.15 Makarewa v. H. & K. Smith's (at Makarewa—Mrs Johnston). Intermediate: At 3.15: Haynes v. Pirates (Mrs McInnes); 3.45 Kiwi v. Rata (Mrs McInnes); at 3.15 Central Methodist A v. Collegiate (Miss K. Dempster); at 4 p.m., H. & J. Smith's v. Makarewa (at Makarewa—Mrs Johnston.) Central Methodist B a bye. Saturday, June 7.—Senior: At 2.30 p.m., Rata v. St. Peter's (Mrs Johnston); Makarewa v. Pirates (Miss Fay); Bluff v. St. Mary's (Miss Strathern). bbox=[383, 911, 541, 1002]
floral-ad bbox=[2, 1057, 102, 1169]
united-items-left bbox=[7, 164, 104, 243]
